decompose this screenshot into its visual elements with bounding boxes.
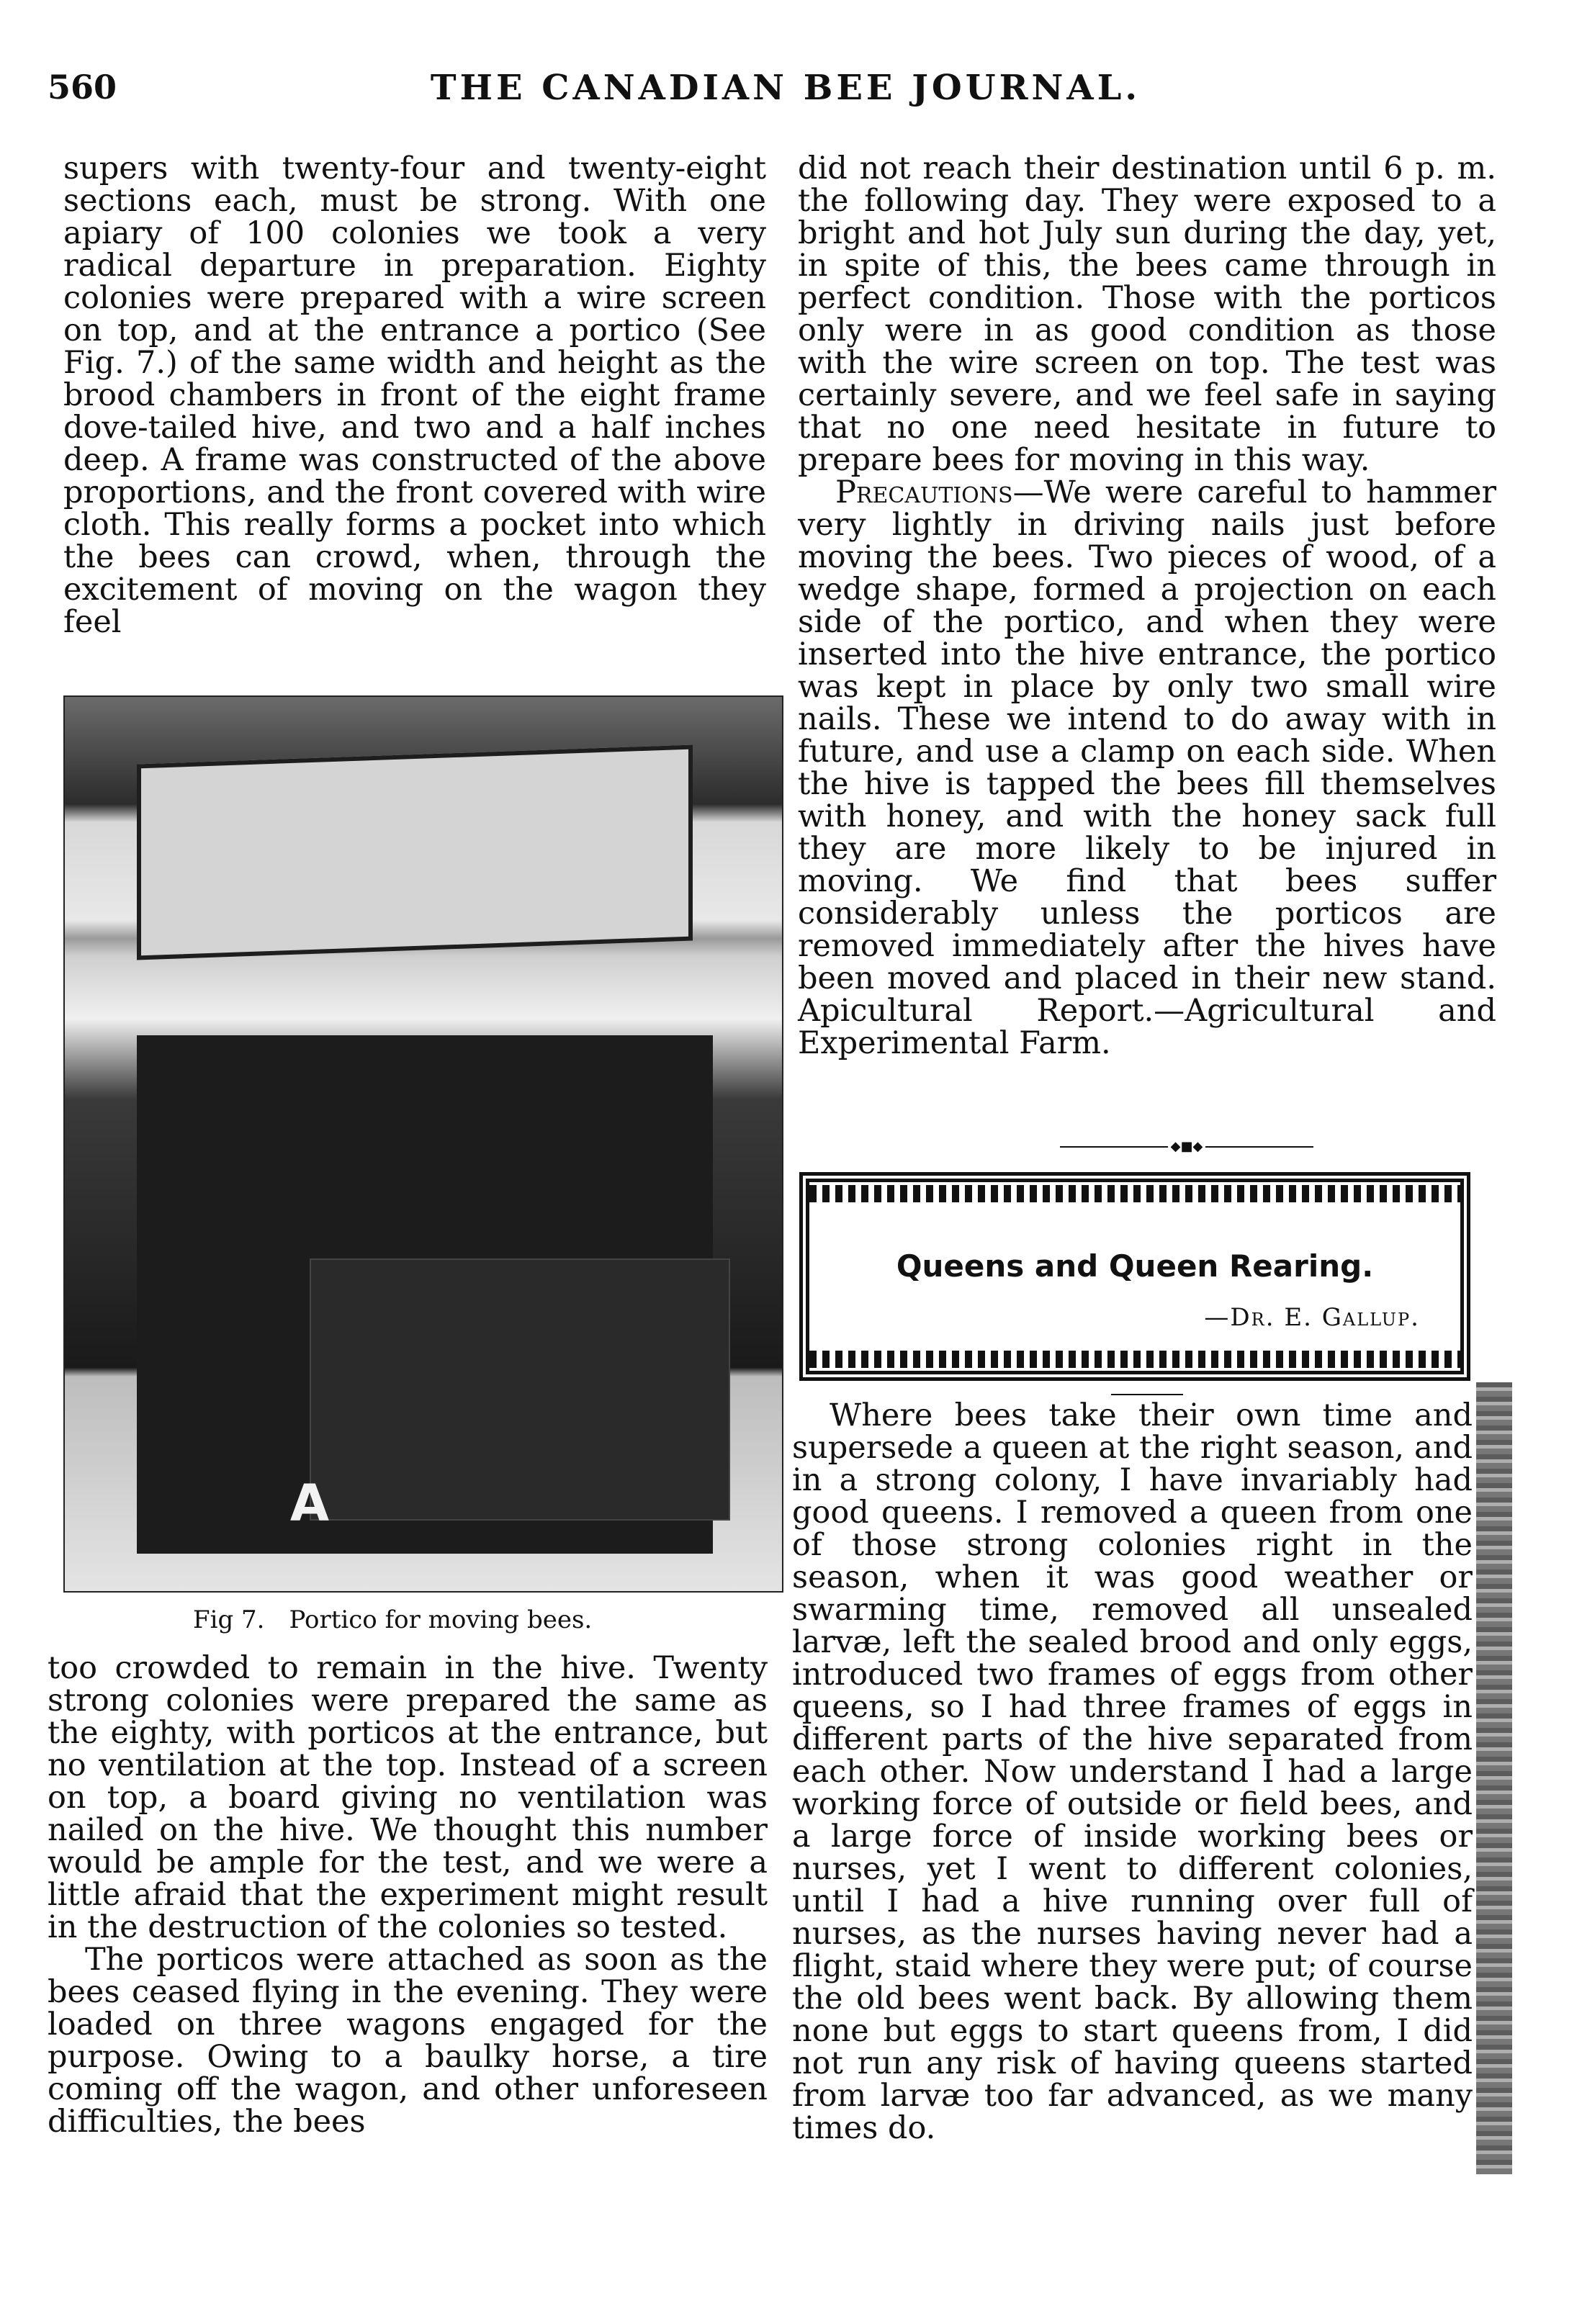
right-column-bottom bbox=[792, 1397, 1473, 2146]
page-number: 560 bbox=[48, 68, 117, 107]
divider-line-left bbox=[1060, 1146, 1168, 1148]
page-edge-shading bbox=[1476, 1382, 1512, 2174]
article-paragraph: Where bees take their own time and supersede a queen at the right season, and in a strong colony, I have invariably had good queens. I removed a queen from one of those strong colonies right in the season, when it was good weather or swarming time, removed all unsealed larvæ, left the sealed brood and only eggs, introduced two frames of eggs from other queens, so I had three frames of eggs in different parts of the hive separated from each other. Now understand I had a large working force of outside or field bees, and a large force of inside working bees or nurses, yet I went to different colonies, until I had a hive running over full of nurses, as the nurses having never had a flight, staid where they were put; of course the old bees went back. By allowing them none but eggs to start queens from, I did not run any risk of having queens started from larvæ too far advanced, as we many times do. bbox=[792, 1397, 1473, 2146]
journal-title: THE CANADIAN BEE JOURNAL. bbox=[430, 68, 1141, 108]
section-divider bbox=[1060, 1140, 1313, 1154]
body-paragraph: supers with twenty-four and twenty-eight sections each, must be strong. With one apiary of 100 colonies we took a very radical departure in preparation. Eighty colonies were prepared with a wire screen on top, and at the entrance a portico (See Fig. 7.) of the same width and height as the brood chambers in front of the eight frame dove-tailed hive, and two and a half inches deep. A frame was constructed of the above proportions, and the front covered with wire cloth. This really forms a pocket into which the bees can crowd, when, through the excitement of moving on the wagon they feel bbox=[63, 150, 766, 640]
left-column-bottom bbox=[48, 1652, 768, 2138]
article-author: —Dr. E. Gallup. bbox=[1204, 1303, 1420, 1332]
divider-line-right bbox=[1205, 1146, 1313, 1148]
portico-figure bbox=[63, 695, 783, 1593]
caption-text: Portico for moving bees. bbox=[289, 1605, 593, 1634]
precautions-paragraph bbox=[798, 474, 1496, 1061]
left-column-top bbox=[63, 150, 766, 640]
article-title-box bbox=[799, 1172, 1470, 1381]
right-column-top bbox=[798, 150, 1496, 1061]
page-header bbox=[48, 60, 1524, 125]
article-title: Queens and Queen Rearing. bbox=[896, 1248, 1374, 1284]
body-paragraph: did not reach their destination until 6 p. m. the following day. They were exposed to a bright and hot July sun during the day, yet, in spite of this, the bees came through in perfect condition. Those with the porticos only were in as good condition as those with the wire screen on top. The test was certainly severe, and we feel safe in saying that no one need hesitate in future to prepare bees for moving in this way. bbox=[798, 150, 1496, 478]
body-paragraph: The porticos were attached as soon as the bees ceased flying in the evening. They were loaded on three wagons engaged for the purpose. Owing to a baulky horse, a tire coming off the wagon, and other unforeseen difficulties, the bees bbox=[48, 1942, 768, 2140]
precautions-text: —We were careful to hammer very lightly in driving nails just before moving the bees. Two pieces of wood, of a wedge shape, formed a projection on each side of the portico, and when they were inserted into the hive entrance, the portico was kept in place by only two small wire nails. These we intend to do away with in future, and use a clamp on each side. When the hive is tapped the bees fill themselves with honey, and with the honey sack full they are more likely to be injured in moving. We find that bees suffer considerably unless the porticos are removed immediately after the hives have been moved and placed in their new stand. Apicultural Report.—Agricultural and Experimental Farm. bbox=[798, 474, 1496, 1061]
figure-caption bbox=[193, 1605, 616, 1634]
portico-panel-shape bbox=[310, 1258, 730, 1521]
caption-number: Fig 7. bbox=[193, 1605, 265, 1634]
precautions-heading: Precautions bbox=[835, 474, 1013, 510]
ornament-band-bottom bbox=[809, 1351, 1460, 1368]
figure-letter: A bbox=[289, 1474, 330, 1533]
ornament-band-top bbox=[809, 1185, 1460, 1202]
short-rule bbox=[1111, 1394, 1183, 1395]
divider-ornament: ◆■◆ bbox=[1170, 1139, 1203, 1154]
body-paragraph: too crowded to remain in the hive. Twenty strong colonies were prepared the same as the eighty, with porticos at the entrance, but no ventilation at the top. Instead of a screen on top, a board giving no ventilation was nailed on the hive. We thought this number would be ample for the test, and we were a little afraid that the experiment might result in the destruction of the colonies so tested. bbox=[48, 1650, 768, 1945]
hive-lid-shape bbox=[137, 745, 693, 960]
